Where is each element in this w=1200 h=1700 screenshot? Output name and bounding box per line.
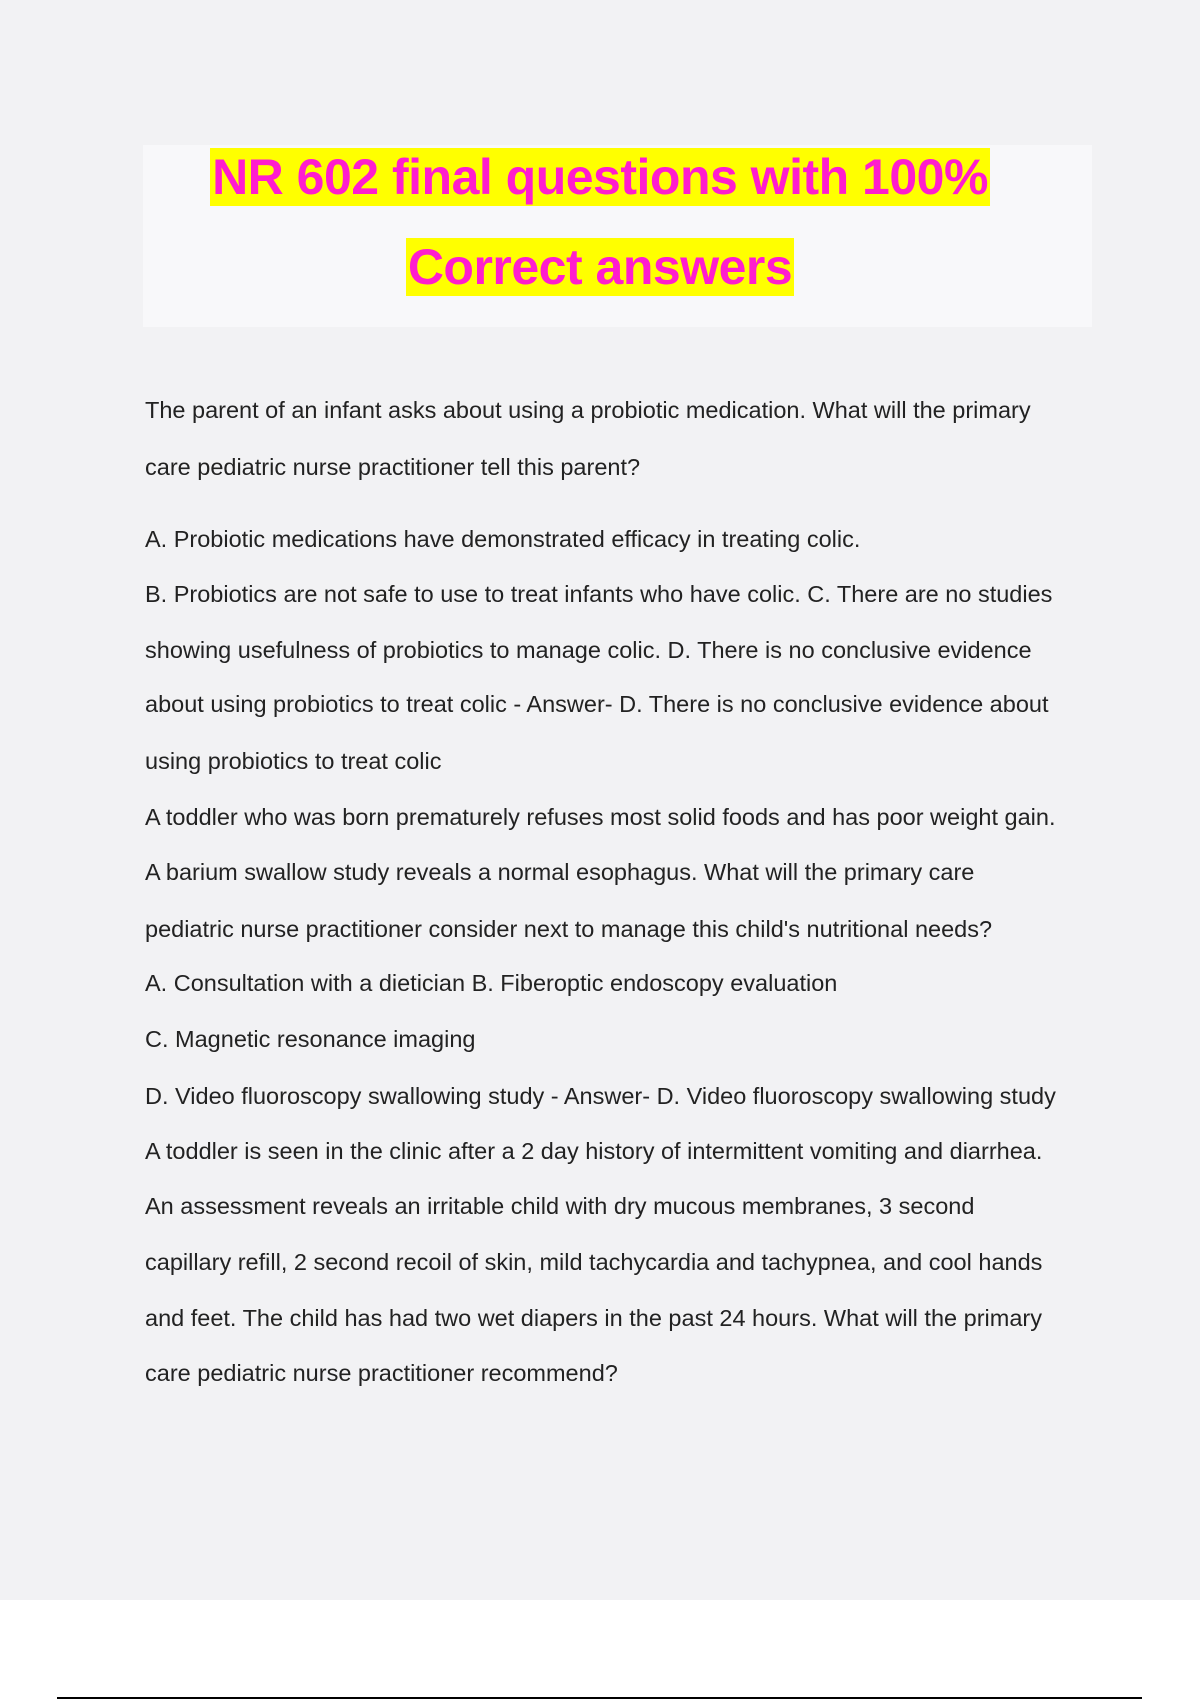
body-line: A barium swallow study reveals a normal esophagus. What will the primary care: [145, 859, 975, 885]
body-line: showing usefulness of probiotics to manage colic. D. There is no conclusive evidence: [145, 637, 1032, 663]
body-line: about using probiotics to treat colic - Answer- D. There is no conclusive evidence about: [145, 691, 1049, 717]
body-line: care pediatric nurse practitioner tell this parent?: [145, 454, 641, 480]
body-line: pediatric nurse practitioner consider next to manage this child's nutritional needs?: [145, 916, 993, 942]
body-line: using probiotics to treat colic: [145, 748, 442, 774]
body-line: and feet. The child has had two wet diapers in the past 24 hours. What will the primary: [145, 1305, 1042, 1331]
document-title-line-2: Correct answers: [407, 239, 793, 295]
body-line: capillary refill, 2 second recoil of skin, mild tachycardia and tachypnea, and cool hands: [145, 1249, 1043, 1275]
body-line: care pediatric nurse practitioner recommend?: [145, 1360, 618, 1386]
body-line: A toddler who was born prematurely refuses most solid foods and has poor weight gain.: [145, 804, 1056, 830]
body-line: D. Video fluoroscopy swallowing study - Answer- D. Video fluoroscopy swallowing study: [145, 1083, 1056, 1109]
body-line: C. Magnetic resonance imaging: [145, 1026, 476, 1052]
body-line: A. Probiotic medications have demonstrated efficacy in treating colic.: [145, 526, 861, 552]
title-row-1: [0, 148, 1200, 206]
body-line: B. Probiotics are not safe to use to treat infants who have colic. C. There are no studies: [145, 581, 1053, 607]
body-line: The parent of an infant asks about using a probiotic medication. What will the primary: [145, 397, 1031, 423]
footer-rule: [57, 1697, 1142, 1699]
document-title-line-1: NR 602 final questions with 100%: [212, 149, 988, 205]
body-line: An assessment reveals an irritable child with dry mucous membranes, 3 second: [145, 1193, 975, 1219]
title-row-2: [0, 238, 1200, 296]
body-line: A. Consultation with a dietician B. Fiberoptic endoscopy evaluation: [145, 970, 838, 996]
body-line: A toddler is seen in the clinic after a 2 day history of intermittent vomiting and diarrhea.: [145, 1138, 1043, 1164]
